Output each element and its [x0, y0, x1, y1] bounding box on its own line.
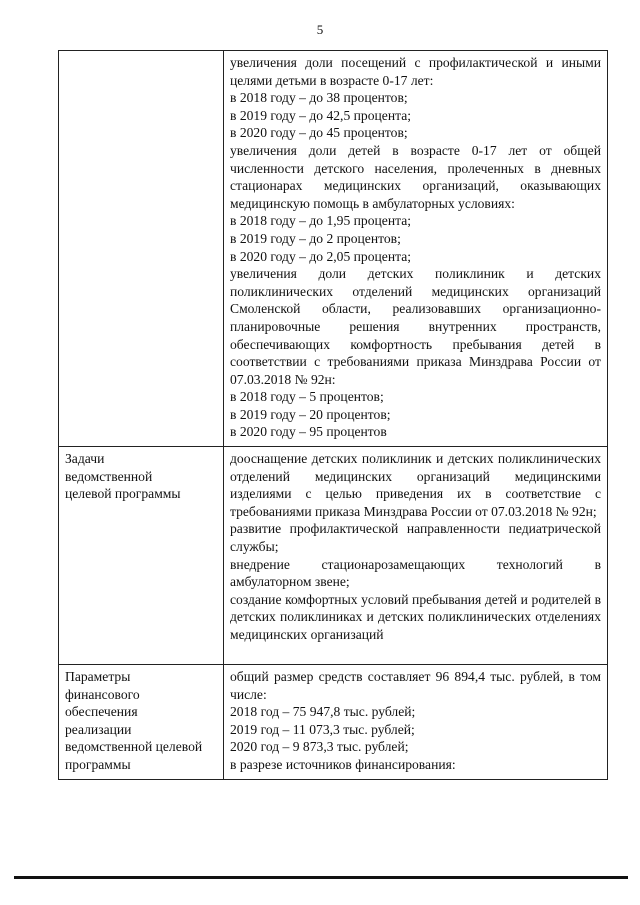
content-paragraph: в 2019 году – 20 процентов; — [230, 406, 391, 422]
table-row-financing — [59, 665, 608, 780]
content-paragraph: дооснащение детских поликлиник и детских поликлинических отделений медицинских организаций медицинскими изделиями с целью приведения их в соответствие с требованиями приказа Минздрава России от 07.03.2018 № 92н; — [230, 451, 601, 519]
program-passport-table — [58, 50, 608, 780]
content-paragraph: в 2019 году – до 42,5 процента; — [230, 107, 412, 123]
row-label-line: обеспечения — [65, 704, 138, 720]
content-paragraph: 2020 год – 9 873,3 тыс. рублей; — [230, 739, 409, 755]
content-paragraph: увеличения доли детских поликлиник и детских поликлинических отделений медицинских организаций Смоленской области, реализовавших организационно-планировочные решения внутренних пространств, обеспечивающих комфортность пребывания детей в соответствии с требованиями приказа Минздрава России от 07.03.2018 № 92н: — [230, 266, 601, 387]
row-label-cell — [59, 51, 224, 447]
row-label-line: ведомственной — [65, 468, 153, 484]
row-label-line: программы — [65, 757, 131, 773]
row-content-cell — [224, 665, 608, 780]
row-content-cell — [224, 51, 608, 447]
row-label-line: ведомственной целевой — [65, 739, 203, 755]
content-paragraph: увеличения доли детей в возрасте 0-17 лет от общей численности детского населения, пролеченных в дневных стационарах медицинских организаций, оказывающих медицинскую помощь в амбулаторных условиях: — [230, 142, 601, 211]
content-paragraph: создание комфортных условий пребывания детей и родителей в детских поликлиниках и детских поликлинических отделениях медицинских организаций — [230, 591, 601, 642]
content-paragraph: в 2019 году – до 2 процентов; — [230, 230, 401, 246]
content-paragraph: 2018 год – 75 947,8 тыс. рублей; — [230, 704, 416, 720]
page-number: 5 — [316, 22, 324, 37]
row-label-cell — [59, 447, 224, 665]
row-label-line: Параметры — [65, 669, 131, 685]
content-paragraph: в 2018 году – 5 процентов; — [230, 389, 384, 405]
table-row-tasks — [59, 447, 608, 665]
row-label-cell — [59, 665, 224, 780]
content-paragraph: развитие профилактической направленности педиатрической службы; — [230, 521, 601, 555]
row-content-cell — [224, 447, 608, 665]
row-label-line: финансового — [65, 686, 140, 702]
row-label-line: Задачи — [65, 451, 105, 467]
content-paragraph: в 2020 году – до 2,05 процента; — [230, 248, 412, 264]
content-paragraph: общий размер средств составляет 96 894,4 тыс. рублей, в том числе: — [230, 669, 601, 702]
table-row-targets — [59, 51, 608, 447]
content-paragraph: в разрезе источников финансирования: — [230, 757, 456, 773]
content-paragraph: в 2020 году – до 45 процентов; — [230, 125, 408, 141]
content-paragraph: 2019 год – 11 073,3 тыс. рублей; — [230, 721, 415, 737]
row-label-line: целевой программы — [65, 486, 181, 502]
row-label-line: реализации — [65, 721, 132, 737]
content-paragraph: увеличения доли посещений с профилактической и иными целями детьми в возрасте 0-17 лет: — [230, 55, 601, 88]
content-paragraph: в 2020 году – 95 процентов — [230, 424, 387, 440]
content-paragraph: в 2018 году – до 38 процентов; — [230, 90, 408, 106]
scan-edge-line — [14, 876, 628, 879]
content-paragraph: внедрение стационарозамещающих технологий в амбулаторном звене; — [230, 556, 601, 590]
content-paragraph: в 2018 году – до 1,95 процента; — [230, 213, 412, 229]
